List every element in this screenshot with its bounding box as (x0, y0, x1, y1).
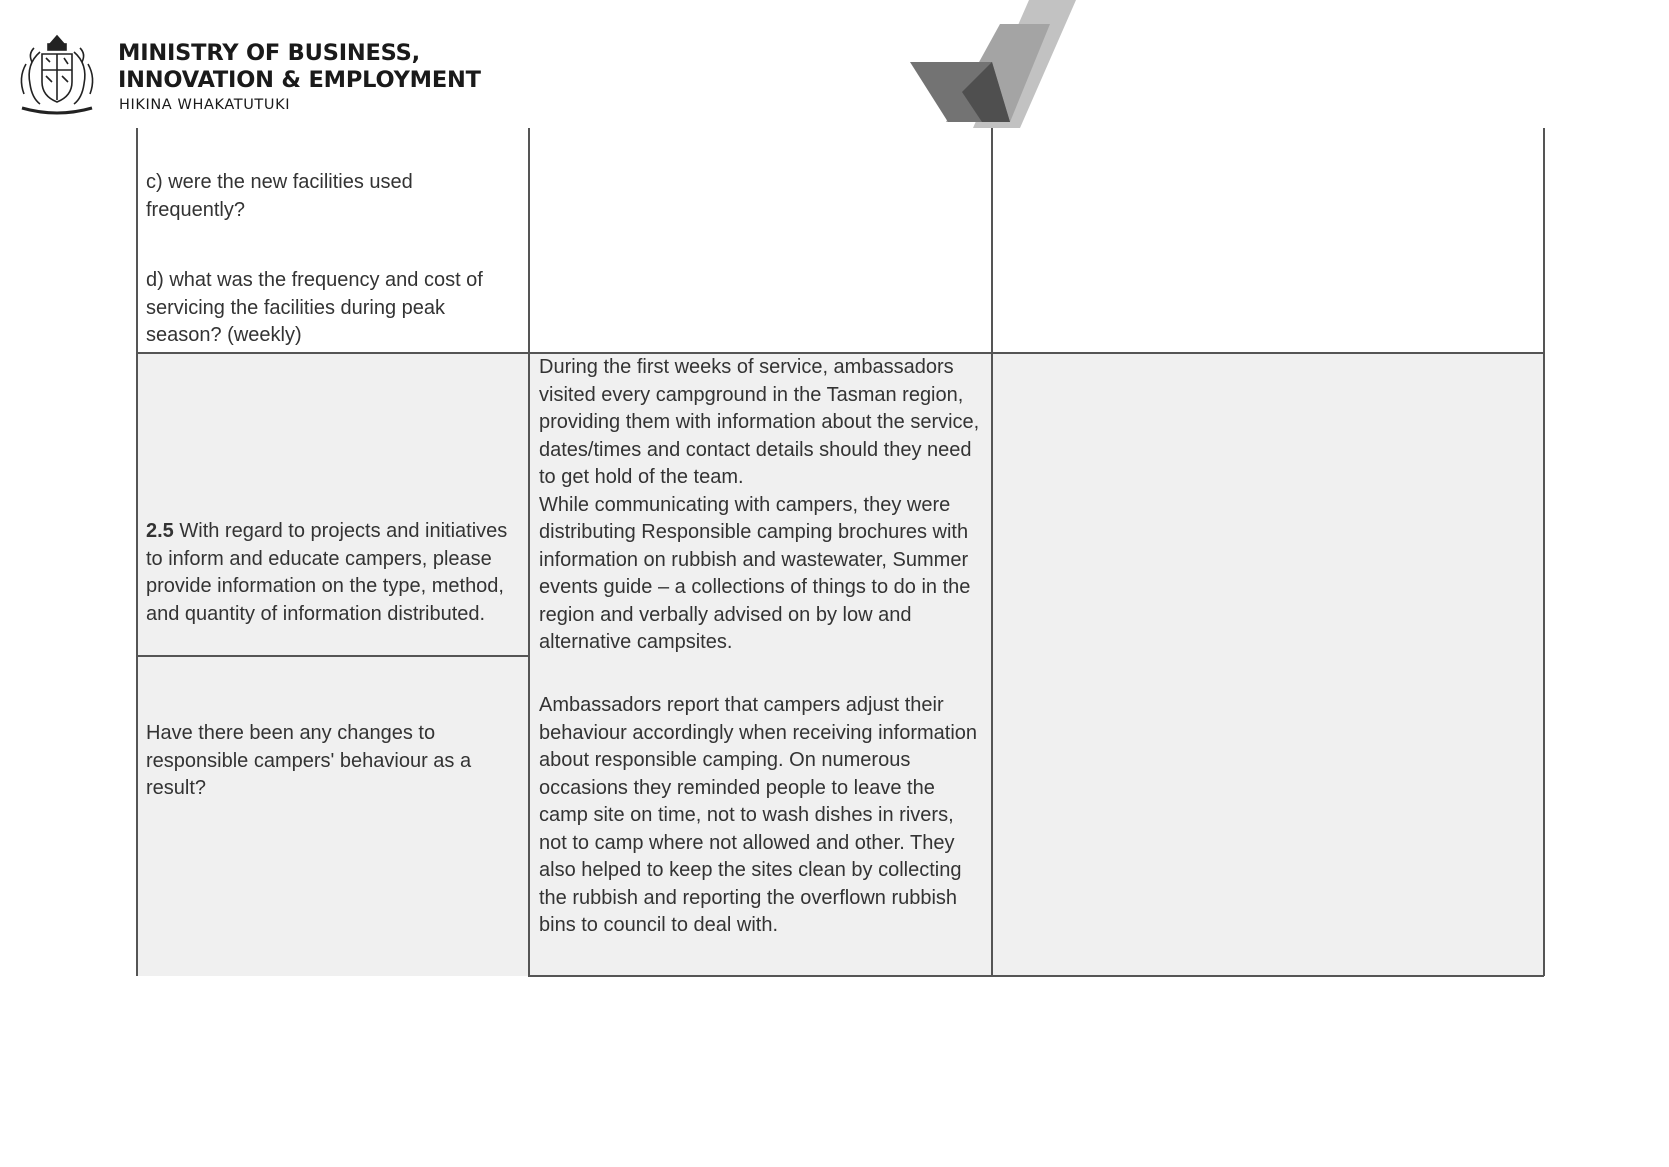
ministry-name-line1: MINISTRY OF BUSINESS, (118, 40, 421, 66)
question-number: 2.5 (146, 520, 174, 542)
ministry-name (118, 40, 481, 94)
ministry-name-line2: INNOVATION & EMPLOYMENT (118, 67, 481, 93)
question-c: c) were the new facilities used frequently? (146, 171, 413, 221)
response-2-5-paragraph-2: While communicating with campers, they were distributing Responsible camping brochures with information on rubbish and wastewater, Summer events guide – a collections of things to do in the region and verbally advised on by low and alternative campsites. (539, 493, 971, 653)
table-border-col3 (991, 128, 993, 976)
response-2-5-paragraph-1: During the first weeks of service, ambassadors visited every campground in the Tasman region, providing them with information about the service, dates/times and contact details should they need to get hold of the team. (539, 356, 980, 488)
question-d: d) what was the frequency and cost of servicing the facilities during peak season? (weekly) (146, 269, 483, 346)
table-border-col2 (528, 128, 530, 976)
nz-coat-of-arms-icon (12, 34, 102, 118)
question-behaviour: Have there been any changes to responsible campers' behaviour as a result? (146, 722, 472, 799)
ministry-subtitle: HIKINA WHAKATUTUKI (119, 97, 291, 113)
table-border-left (136, 128, 138, 976)
question-divider (136, 655, 529, 657)
response-behaviour: Ambassadors report that campers adjust their behaviour accordingly when receiving information about responsible camping. On numerous occasions they reminded people to leave the camp site on time, not to wash dishes in rivers, not to camp where not allowed and other. They also helped to keep the sites clean by collecting the rubbish and reporting the overflown rubbish bins to council to deal with. (539, 694, 978, 936)
response-2-5 (539, 354, 991, 657)
table-border-bottom (528, 975, 1544, 977)
question-2-5 (146, 518, 521, 628)
question-2-5-text: With regard to projects and initiatives to inform and educate campers, please provide information on the type, method, and quantity of information distributed. (146, 520, 508, 625)
brand-swoosh-icon (900, 0, 1160, 128)
table-border-right (1543, 128, 1545, 976)
